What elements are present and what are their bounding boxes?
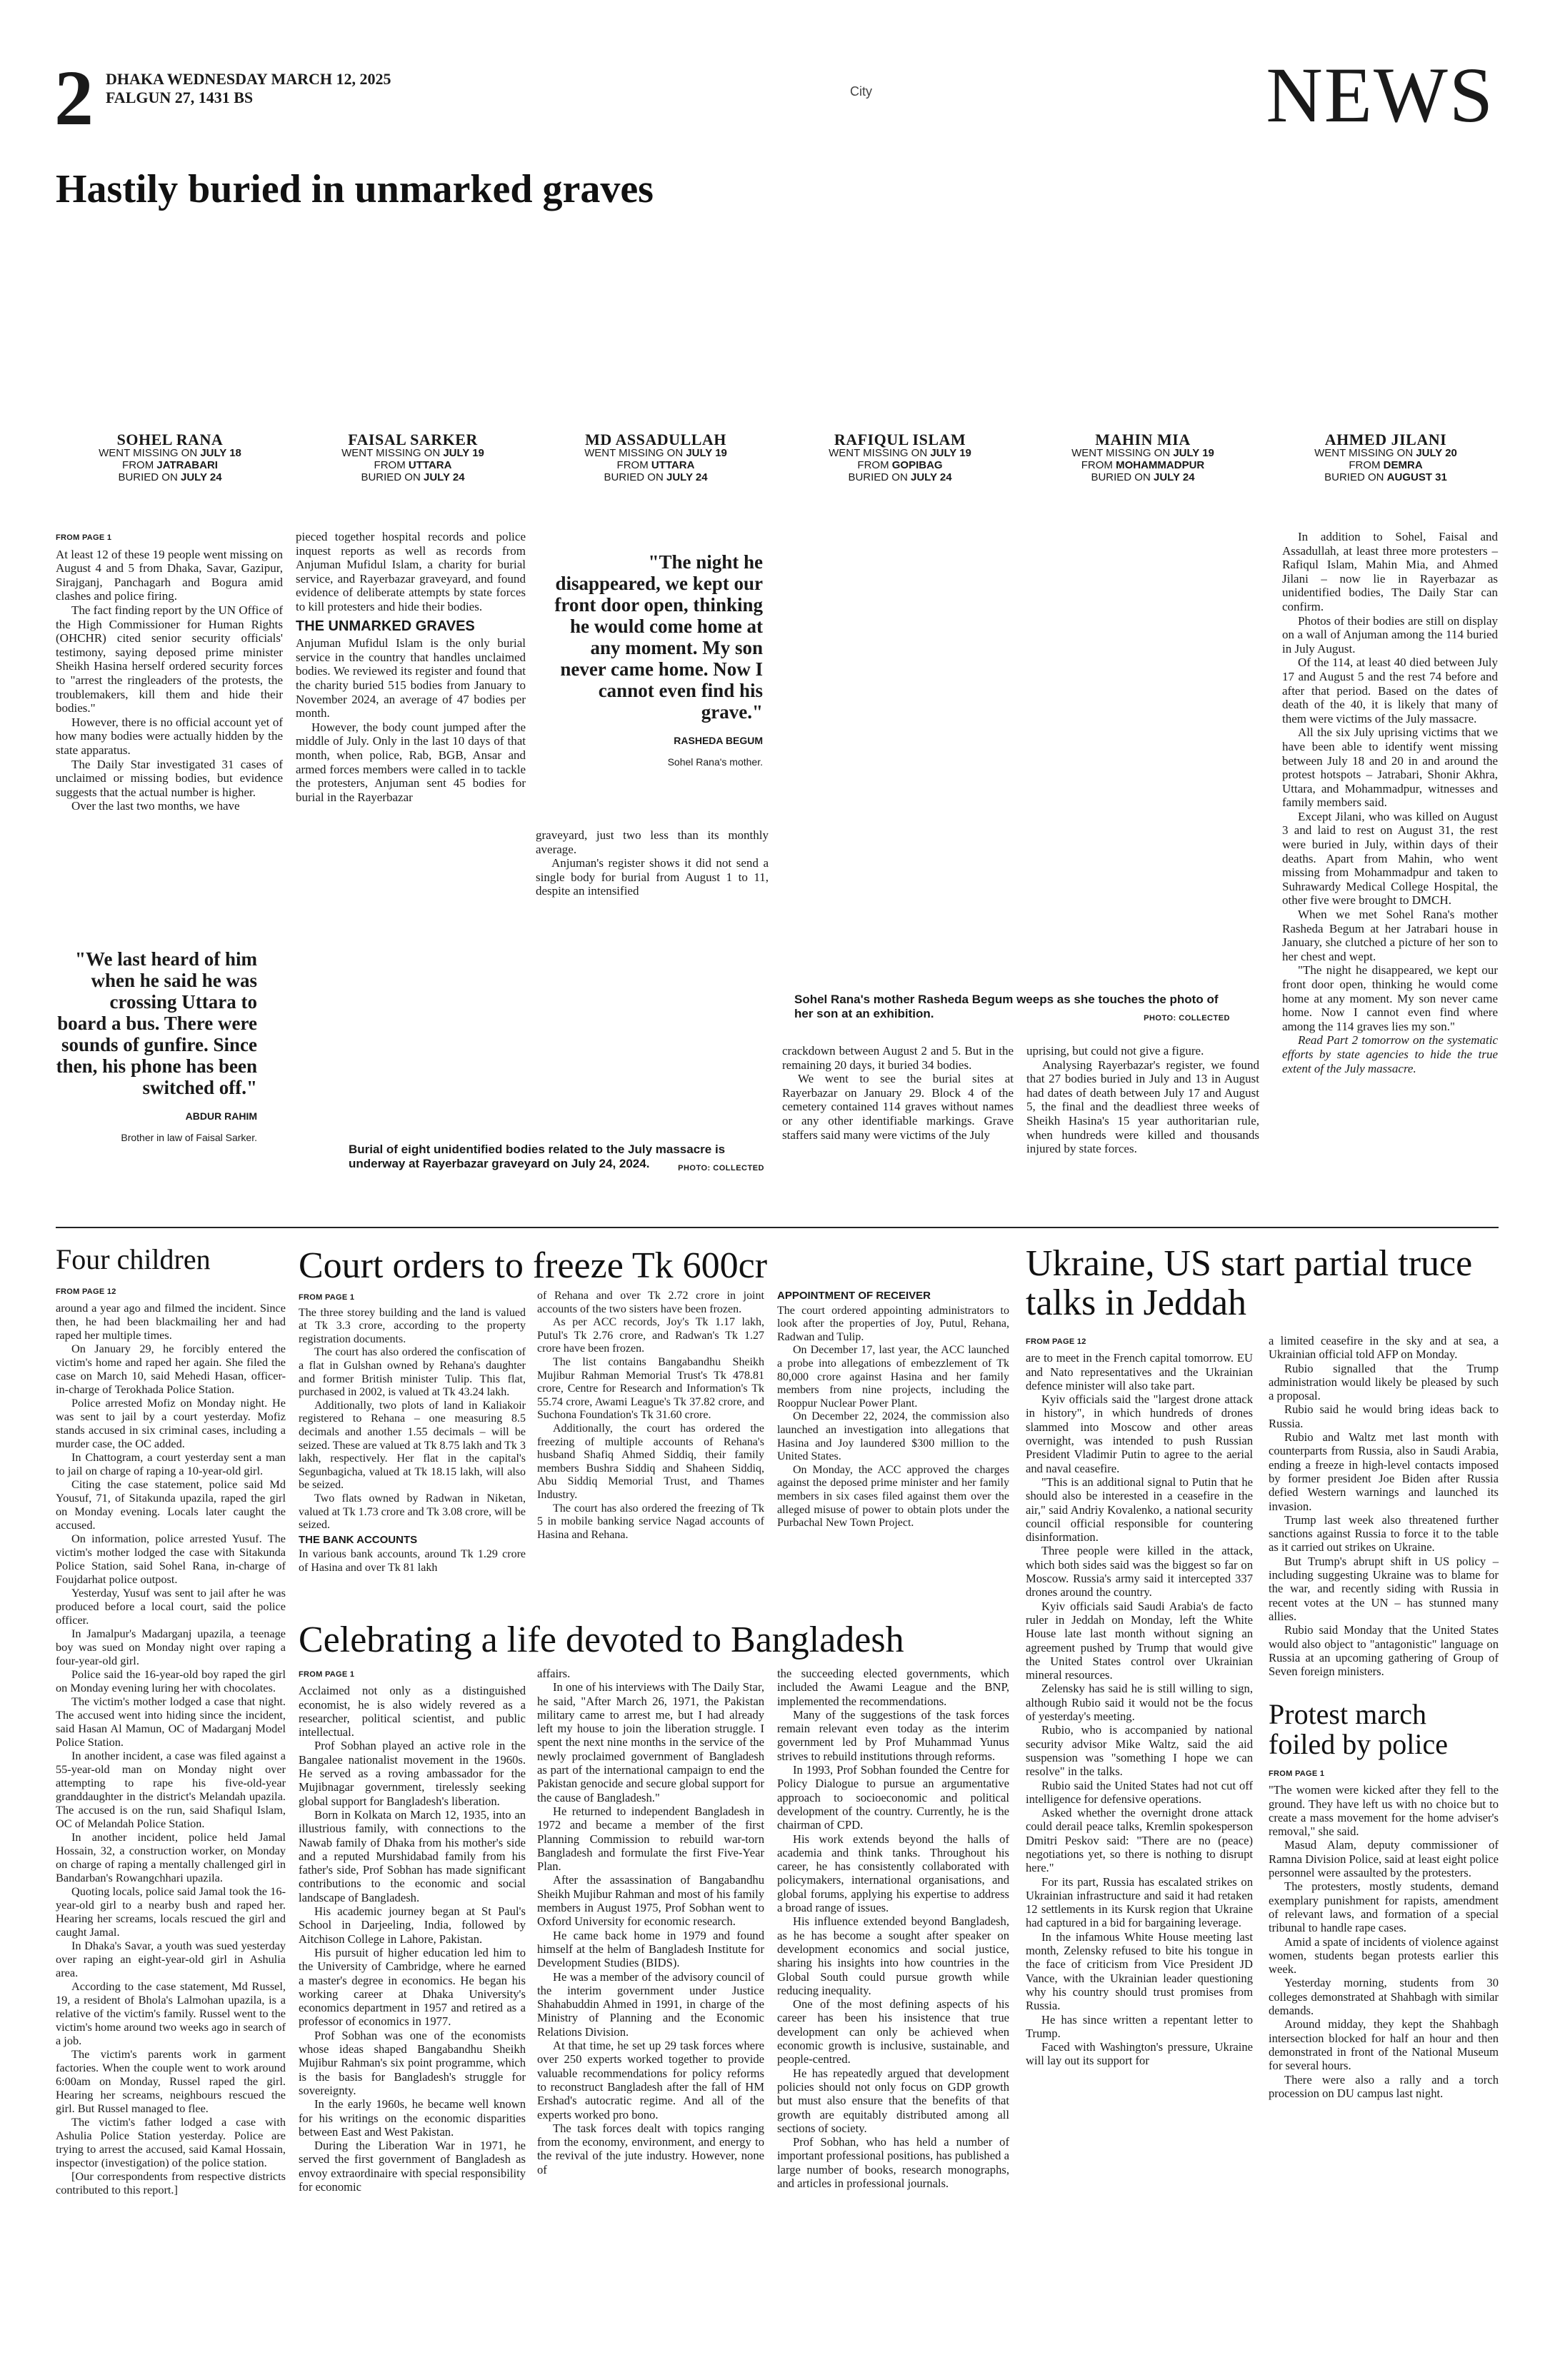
quote2-relation: Brother in law of Faisal Sarker. xyxy=(121,1132,257,1143)
paragraph: Three people were killed in the attack, which both sides said was the biggest so far on Moscow. Russia's army said it intercepted 337 drones around the country. xyxy=(1026,1544,1253,1600)
victim-from: FROM GOPIBAG xyxy=(857,459,943,471)
victim-buried: BURIED ON JULY 24 xyxy=(1091,471,1195,483)
paragraph: We went to see the burial sites at Rayerbazar on January 29. Block 4 of the cemetery contained 114 graves without names or any other identifiable markings. Grave staffers said many were victims of the July xyxy=(782,1072,1014,1142)
paragraph: a limited ceasefire in the sky and at sea, a Ukrainian official told AFP on Monday. xyxy=(1269,1334,1499,1362)
victim-from: FROM MOHAMMADPUR xyxy=(1081,459,1205,471)
bengali-date: FALGUN 27, 1431 BS xyxy=(106,89,254,106)
protest-headline: Protest march foiled by police xyxy=(1269,1698,1449,1760)
paragraph: Masud Alam, deputy commissioner of Ramna Division Police, said at least eight police personnel were assaulted by the protesters. xyxy=(1269,1838,1499,1880)
paragraph: "This is an additional signal to Putin that he should also be interested in a ceasefire in the air," said Andriy Kovalenko, a national security council official responsible for countering disinformation. xyxy=(1026,1475,1253,1545)
paragraph: Police arrested Mofiz on Monday night. He was sent to jail by a court yesterday. Mofiz stands accused in six criminal cases, including a murder case, the OC added. xyxy=(56,1396,286,1450)
victim-card xyxy=(56,433,284,483)
paragraph: Around midday, they kept the Shahbagh intersection blocked for half an hour and then demonstrated in front of the National Museum for several hours. xyxy=(1269,2017,1499,2073)
victim-from: FROM UTTARA xyxy=(616,459,695,471)
paragraph: around a year ago and filmed the incident. Since then, he had been blackmailing her and had raped her multiple times. xyxy=(56,1301,286,1342)
victim-from: FROM DEMRA xyxy=(1349,459,1423,471)
paragraph: Rubio signalled that the Trump administration would likely be pleased by such a proposal. xyxy=(1269,1361,1499,1403)
paragraph: Faced with Washington's pressure, Ukraine will lay out its support for xyxy=(1026,2040,1253,2068)
paragraph: The victim's parents work in garment factories. When the couple went to work around 6:00am on Monday, Russel raped the girl. Hearing her screams, neighbours rescued the girl. But Russel managed to flee. xyxy=(56,2047,286,2115)
victim-card xyxy=(299,433,527,483)
paragraph: All the six July uprising victims that we have been able to identify went missing between July 18 and 20 in and around the protest hotspots – Jatrabari, Shonir Akhra, Uttara, and Mohammadpur, witnesses and family members said. xyxy=(1282,725,1498,810)
victim-from: FROM UTTARA xyxy=(374,459,452,471)
court-column-3 xyxy=(777,1290,1009,1611)
paragraph: After the assassination of Bangabandhu Sheikh Mujibur Rahman and most of his family members in August 1975, Prof Sobhan went to Oxford University for economic research. xyxy=(537,1873,764,1929)
four-children-headline: Four children xyxy=(56,1243,211,1275)
paragraph: Anjuman's register shows it did not send a single body for burial from August 1 to 11, despite an intensified xyxy=(536,856,769,898)
burial-photo xyxy=(346,928,767,1143)
paragraph: Asked whether the overnight drone attack could derail peace talks, Kremlin spokesperson Dmitri Peskov said: "There are no (peace) negotiations yet, so there is nothing to disrupt here." xyxy=(1026,1806,1253,1875)
paragraph: His influence extended beyond Bangladesh, as he has become a sought after speaker on development economics and social justice, sharing his insights into how countries in the Global South could pursue growth while reducing inequality. xyxy=(777,1914,1009,1997)
page-number: 2 xyxy=(54,54,94,141)
paragraph: Quoting locals, police said Jamal took the 16-year-old girl to a nearby bush and raped her. Hearing her screams, locals rescued the girl and caught Jamal. xyxy=(56,1884,286,1939)
paragraph: Photos of their bodies are still on display on a wall of Anjuman among the 114 buried in July August. xyxy=(1282,613,1498,656)
paragraph: On January 29, he forcibly entered the victim's home and raped her again. She filed the case on March 10, said Mehedi Hasan, officer-in-charge of Terokhada Police Station. xyxy=(56,1342,286,1396)
victim-card xyxy=(541,433,770,483)
paragraph: The victim's father lodged a case with Ashulia Police Station yesterday. Police are trying to arrest the accused, said Kamal Hossain, inspector (investigation) of the police station. xyxy=(56,2115,286,2169)
court-headline: Court orders to freeze Tk 600cr xyxy=(299,1245,768,1286)
paragraph: Trump last week also threatened further sanctions against Russia to force it to the table as it carried out strikes on Ukraine. xyxy=(1269,1512,1499,1555)
lead-kicker: FROM PAGE 1 xyxy=(56,533,112,542)
ukraine-column-2 xyxy=(1269,1334,1499,1679)
paragraph: Rubio and Waltz met last month with counterparts from Russia, also in Saudi Arabia, ending a freeze in high-level contacts imposed by former president Joe Biden after Russia defied Western warnings and launched its invasion. xyxy=(1269,1430,1499,1513)
caption2-text: Sohel Rana's mother Rasheda Begum weeps as she touches the photo of her son at an exhibition. xyxy=(794,993,1219,1020)
paragraph: On Monday, the ACC approved the charges against the deposed prime minister and her family members in six cases filed against them over the alleged misuse of power to obtain plots under the Purbachal New Town Project. xyxy=(777,1463,1009,1530)
paragraph: According to the case statement, Md Russel, 19, a resident of Bhola's Lalmohan upazila, is a relative of the victim's family. Russel went to the victim's home around two weeks ago in search of a job. xyxy=(56,1979,286,2047)
celebrating-column-1 xyxy=(299,1667,526,2359)
quote1-source: RASHEDA BEGUM xyxy=(674,735,763,746)
paragraph: Yesterday morning, students from 30 colleges demonstrated at Shahbagh with similar demands. xyxy=(1269,1976,1499,2018)
protest-body xyxy=(1269,1766,1499,2359)
victim-buried: BURIED ON AUGUST 31 xyxy=(1324,471,1447,483)
paragraph: But Trump's abrupt shift in US policy – including suggesting Ukraine was to blame for the war, and recently siding with Russia in recent votes at the UN – has stunned many allies. xyxy=(1269,1554,1499,1623)
paragraph: Rubio said Monday that the United States would also object to "antagonistic" language on Russia at an upcoming gathering of Group of Seven foreign ministers. xyxy=(1269,1623,1499,1679)
lead-column-1 xyxy=(56,530,283,919)
paragraph: In Jamalpur's Madarganj upazila, a teenage boy was sued on Monday night over raping a four-year-old girl. xyxy=(56,1627,286,1667)
paragraph: Police said the 16-year-old boy raped the girl on Monday evening luring her with chocolates. xyxy=(56,1667,286,1694)
paragraph: The Daily Star investigated 31 cases of unclaimed or missing bodies, but evidence suggests that the actual number is higher. xyxy=(56,757,283,799)
paragraph: He has repeatedly argued that development policies should not only focus on GDP growth but must also ensure that the benefits of that growth are equitably distributed among all sections of society. xyxy=(777,2066,1009,2135)
paragraph: For its part, Russia has escalated strikes on Ukrainian infrastructure and said it had retaken 12 settlements in its Kursk region that Ukraine had captured in a bid for bargaining leverage. xyxy=(1026,1874,1253,1930)
paragraph: Prof Sobhan was one of the economists whose ideas shaped Bangabandhu Sheikh Mujibur Rahman's six point programme, which is the basis for Bangladesh's struggle for sovereignty. xyxy=(299,2028,526,2097)
four-children-body xyxy=(56,1284,286,2355)
celebrating-kicker: FROM PAGE 1 xyxy=(299,1670,355,1679)
paragraph: In the infamous White House meeting last month, Zelensky refused to bite his tongue in the face of criticism from Vice President JD Vance, with the Ukrainian leader questioning why his country should trust promises from Russia. xyxy=(1026,1929,1253,2013)
paragraph: pieced together hospital records and police inquest reports as well as records from Anjuman Mufidul Islam, a charity for burial service, and Rayerbazar graveyard, and found evidence of deliberate attempts by state forces to kill protesters and hide their bodies. xyxy=(296,530,526,613)
victim-name: SOHEL RANA xyxy=(116,431,224,448)
paragraph: In one of his interviews with The Daily Star, he said, "After March 26, 1971, the Pakistan military came to arrest me, but I had already left my house to join the liberation struggle. I spent the next nine months in the service of the newly proclaimed government of Bangladesh as part of the international campaign to end the Pakistan genocide and secure global support for the cause of Bangladesh." xyxy=(537,1680,764,1804)
protest-kicker: FROM PAGE 1 xyxy=(1269,1769,1325,1778)
photo-caption-burial xyxy=(349,1143,764,1175)
victim-name: FAISAL SARKER xyxy=(348,431,478,448)
paragraph: On December 17, last year, the ACC launched a probe into allegations of embezzlement of Tk 80,000 crore against Hasina and her family members from nine projects, including the Rooppur Nuclear Power Plant. xyxy=(777,1344,1009,1410)
paragraph: In the early 1960s, he became well known for his writings on the economic disparities between East and West Pakistan. xyxy=(299,2097,526,2139)
paragraph: Kyiv officials said the "largest drone attack in history", in which hundreds of drones slammed into Moscow and other areas overnight, was intended to push Russian President Vladimir Putin to agree to the aerial and naval ceasefire. xyxy=(1026,1392,1253,1475)
photo-caption-mother xyxy=(794,993,1230,1025)
paragraph: On December 22, 2024, the commission also launched an investigation into allegations that Hasina and Joy laundered $300 million to the United States. xyxy=(777,1410,1009,1463)
paragraph: The victim's mother lodged a case that night. The accused went into hiding since the incident, said Hasan Al Mamun, OC of Madarganj Model Police Station. xyxy=(56,1694,286,1749)
paragraph: uprising, but could not give a figure. xyxy=(1026,1044,1204,1058)
paragraph: the succeeding elected governments, which included the Awami League and the BNP, implemented the recommendations. xyxy=(777,1667,1009,1708)
lead-column-2 xyxy=(296,530,526,907)
paragraph: Yesterday, Yusuf was sent to jail after he was produced before a local court, said the police officer. xyxy=(56,1586,286,1627)
paragraph: The fact finding report by the UN Office of the High Commissioner for Human Rights (OHCHR) cited senior security officials' testimony, saying deposed prime minister Sheikh Hasina herself ordered security forces to "arrest the ringleaders of the protests, the troublemakers, kill them and hide their bodies." xyxy=(56,603,283,715)
paragraph: crackdown between August 2 and 5. But in the remaining 20 days, it buried 34 bodies. xyxy=(782,1044,1014,1072)
victim-buried: BURIED ON JULY 24 xyxy=(118,471,222,483)
paragraph: "The women were kicked after they fell to the ground. They have left us with no choice but to create a mass movement for the home adviser's removal," she said. xyxy=(1269,1783,1499,1839)
paragraph: of Rehana and over Tk 2.72 crore in joint accounts of the two sisters have been frozen. xyxy=(537,1290,764,1315)
victim-card xyxy=(1029,433,1257,483)
victim-missing: WENT MISSING ON JULY 19 xyxy=(584,447,727,459)
section-divider xyxy=(56,1227,1499,1228)
victim-from: FROM JATRABARI xyxy=(122,459,218,471)
lead-column-6 xyxy=(1282,530,1498,1212)
paragraph: Except Jilani, who was killed on August 3 and laid to rest on August 31, the rest were buried in July, within days of their deaths. Apart from Mahin, who went missing from Mohammadpur and taken to Suhrawardy Medical College Hospital, the other five were brought to DMCH. xyxy=(1282,809,1498,908)
paragraph: Rubio said he would bring ideas back to Russia. xyxy=(1269,1402,1499,1430)
ukraine-kicker: FROM PAGE 12 xyxy=(1026,1337,1086,1346)
court-column-1 xyxy=(299,1290,526,1611)
paragraph: Additionally, two plots of land in Kaliakoir registered to Rehana – one measuring 8.5 decimals and another 1.55 decimals – will be seized. These are valued at Tk 8.75 lakh and Tk 3 lakh, respectively. Her flat in the capital's Segunbagicha, valued at Tk 18.15 lakh, will also be seized. xyxy=(299,1399,526,1492)
four-children-kicker: FROM PAGE 12 xyxy=(56,1287,116,1296)
victim-missing: WENT MISSING ON JULY 19 xyxy=(829,447,971,459)
paragraph: He was a member of the advisory council of the interim government under Justice Shahabuddin Ahmed in 1991, in charge of the Ministry of Planning and the Economic Relations Division. xyxy=(537,1969,764,2039)
paragraph: Rubio, who is accompanied by national security advisor Mike Waltz, said the aid suspension was "something I hope we can resolve" in the talks. xyxy=(1026,1723,1253,1779)
paragraph: When we met Sohel Rana's mother Rasheda Begum at her Jatrabari house in January, she clutched a picture of her son to her chest and wept. xyxy=(1282,908,1498,963)
paragraph: Prof Sobhan played an active role in the Bangalee nationalist movement in the 1960s. He served as a roving ambassador for the Mujibnagar government, tirelessly seeking global support for Bangladesh's liberation. xyxy=(299,1739,526,1808)
pull-quote-abdur-rahim xyxy=(56,948,257,1148)
paragraph: The court has also ordered the freezing of Tk 5 in mobile banking service Nagad accounts of Hasina and Rehana. xyxy=(537,1502,764,1541)
court-column-2 xyxy=(537,1290,764,1611)
victim-buried: BURIED ON JULY 24 xyxy=(361,471,465,483)
paragraph: The list contains Bangabandhu Sheikh Mujibur Rahman Memorial Trust's Tk 478.81 crore, Centre for Research and Information's Tk 55.74 crore, Awami League's Tk 37.82 crore, and Suchona Foundation's Tk 31.60 crore. xyxy=(537,1355,764,1422)
section-title: NEWS xyxy=(1266,51,1494,139)
paragraph: In Chattogram, a court yesterday sent a man to jail on charge of raping a 10-year-old girl. xyxy=(56,1450,286,1477)
victim-buried: BURIED ON JULY 24 xyxy=(604,471,708,483)
celebrating-column-3 xyxy=(777,1667,1009,2359)
section-label: City xyxy=(850,84,872,99)
paragraph: On information, police arrested Yusuf. The victim's mother lodged the case with Sitakunda Police Station, said Sohel Rana, in-charge of Foujdarhat police outpost. xyxy=(56,1532,286,1586)
court-kicker: FROM PAGE 1 xyxy=(299,1293,355,1302)
victim-card xyxy=(786,433,1014,483)
paragraph: In another incident, police held Jamal Hossain, 32, a construction worker, on Monday on charge of raping a mentally challenged girl in Bandarban's Rowangchhari upazila. xyxy=(56,1830,286,1884)
paragraph: The court ordered appointing administrators to look after the properties of Joy, Putul, Rehana, Radwan and Tulip. xyxy=(777,1304,1009,1343)
paragraph: Of the 114, at least 40 died between July 17 and August 5 and the rest 74 before and after that period. Based on the dates of death of the 40, it is likely that many of them were victims of the July massacre. xyxy=(1282,656,1498,725)
paragraph: As per ACC records, Joy's Tk 1.17 lakh, Putul's Tk 2.76 crore, and Radwan's Tk 1.27 crore have been frozen. xyxy=(537,1316,764,1355)
paragraph: Two flats owned by Radwan in Niketan, valued at Tk 1.73 crore and Tk 3.08 crore, will be seized. xyxy=(299,1492,526,1532)
paragraph: His pursuit of higher education led him to the University of Cambridge, where he earned a master's degree in economics. He began his working career at Dhaka University's economics department in 1957 and retired as a professor of economics in 1977. xyxy=(299,1945,526,2029)
paragraph: Acclaimed not only as a distinguished economist, he is also widely revered as a researcher, political scientist, and public intellectual. xyxy=(299,1684,526,1739)
photo-credit: PHOTO: COLLECTED xyxy=(678,1164,764,1173)
lead-column-4 xyxy=(782,1044,1014,1210)
pull-quote-rasheda-begum xyxy=(541,551,763,773)
paragraph: Born in Kolkata on March 12, 1935, into an illustrious family, with connections to the Nawab family of Dhaka from his mother's side and a reputed Murshidabad family from his father's side, Prof Sobhan has made significant contributions to the economic and social landscape of Bangladesh. xyxy=(299,1807,526,1904)
quote2-text: "We last heard of him when he said he was crossing Uttara to board a bus. There were sounds of gunfire. Since then, his phone has been switched off." xyxy=(56,948,257,1098)
paragraph: Amid a spate of incidents of violence against women, students began protests earlier this week. xyxy=(1269,1934,1499,1977)
paragraph: During the Liberation War in 1971, he served the first government of Bangladesh as envoy extraordinaire with special responsibility for economic xyxy=(299,2139,526,2194)
paragraph: Citing the case statement, police said Md Yousuf, 71, of Sitakunda upazila, raped the girl on Monday evening. Locals later caught the accused. xyxy=(56,1477,286,1532)
quote1-relation: Sohel Rana's mother. xyxy=(667,756,763,768)
paragraph: He returned to independent Bangladesh in 1972 and became a member of the first Planning Commission to rebuild war-torn Bangladesh and formulate the first Five-Year Plan. xyxy=(537,1804,764,1874)
bank-accounts-subhead: THE BANK ACCOUNTS xyxy=(299,1533,418,1546)
victim-missing: WENT MISSING ON JULY 19 xyxy=(341,447,484,459)
victim-missing: WENT MISSING ON JULY 19 xyxy=(1071,447,1214,459)
paragraph: In Dhaka's Savar, a youth was sued yesterday over raping an eight-year-old girl in Ashulia area. xyxy=(56,1939,286,1979)
victim-name: MD ASSADULLAH xyxy=(585,431,726,448)
paragraph: At that time, he set up 29 task forces where over 250 experts worked together to provide valuable recommendations for policy reforms to reconstruct Bangladesh after the fall of HM Ershad's autocratic regime. And all of the experts worked pro bono. xyxy=(537,2039,764,2122)
victim-card xyxy=(1271,433,1500,483)
lead-headline: Hastily buried in unmarked graves xyxy=(56,167,654,211)
paragraph: Many of the suggestions of the task forces remain relevant even today as the interim government led by Prof Muhammad Yunus strives to rebuild institutions through reforms. xyxy=(777,1707,1009,1763)
caption1-text: Burial of eight unidentified bodies related to the July massacre is underway at Rayerbazar graveyard on July 24, 2024. xyxy=(349,1143,726,1170)
mother-photo xyxy=(786,928,1229,1000)
paragraph: Over the last two months, we have xyxy=(71,799,240,813)
paragraph: He came back home in 1979 and found himself at the helm of Bangladesh Institute for Development Studies (BIDS). xyxy=(537,1928,764,1970)
victim-missing: WENT MISSING ON JULY 18 xyxy=(99,447,241,459)
victim-name: MAHIN MIA xyxy=(1095,431,1191,448)
paragraph: He has since written a repentant letter to Trump. xyxy=(1026,2012,1253,2040)
paragraph: The protesters, mostly students, demand exemplary punishment for rapists, amendment of relevant laws, and formation of a special tribunal to handle rape cases. xyxy=(1269,1879,1499,1935)
celebrating-headline: Celebrating a life devoted to Bangladesh xyxy=(299,1620,904,1660)
paragraph: affairs. xyxy=(537,1667,571,1680)
paragraph: In another incident, a case was filed against a 55-year-old man on Monday night over attempting to rape his five-old-year granddaughter in the district's Melandah upazila. The accused is on the run, said Shafiqul Islam, OC of Melandah Police Station. xyxy=(56,1749,286,1830)
quote1-text: "The night he disappeared, we kept our front door open, thinking he would come home at any moment. My son never came home. Now I cannot even find his grave." xyxy=(554,551,763,723)
paragraph: Additionally, the court has ordered the freezing of multiple accounts of Rehana's husband Shafiq Ahmed Siddiq, their family members Bushra Siddiq and Shaheen Siddiq, Abu Siddiq Memorial Trust, and Thames Industry. xyxy=(537,1422,764,1501)
quote2-source: ABDUR RAHIM xyxy=(185,1110,257,1122)
paragraph: However, the body count jumped after the middle of July. Only in the last 10 days of that month, when police, Rab, BGB, Ansar and armed forces members were called in to tackle the protesters, Anjuman sent 45 bodies for burial in the Rayerbazar xyxy=(296,720,526,804)
paragraph: "The night he disappeared, we kept our front door open, thinking he would come home at any moment. My son never came home. Now I cannot even find where among the 114 graves lies my son." xyxy=(1282,963,1498,1033)
victim-name: RAFIQUL ISLAM xyxy=(834,431,966,448)
paragraph: The three storey building and the land is valued at Tk 3.3 crore, according to the property registration documents. xyxy=(299,1306,526,1345)
paragraph: There were also a rally and a torch procession on DU campus last night. xyxy=(1269,2072,1499,2100)
paragraph: At least 12 of these 19 people went missing on August 4 and 5 from Dhaka, Savar, Gazipur, Sirajganj, Panchagarh and Bogura amid clashes and police firing. xyxy=(56,547,283,603)
victim-missing: WENT MISSING ON JULY 20 xyxy=(1314,447,1457,459)
photo-credit: PHOTO: COLLECTED xyxy=(1144,1014,1230,1023)
paragraph: Kyiv officials said Saudi Arabia's de facto ruler in Jeddah on Monday, left the White House late last month without signing an agreement pushed by Trump that would give the United States control over Ukrainian mineral resources. xyxy=(1026,1599,1253,1682)
paragraph: One of the most defining aspects of his career has been his insistence that true development can only be achieved when economic growth is inclusive, sustainable, and people-centred. xyxy=(777,1997,1009,2067)
paragraph: The court has also ordered the confiscation of a flat in Gulshan owned by Rehana's daughter and former British minister Tulip. This flat, purchased in 2002, is valued at Tk 43.24 lakh. xyxy=(299,1346,526,1399)
paragraph: Anjuman Mufidul Islam is the only burial service in the country that handles unclaimed bodies. We reviewed its register and found that the charity buried 515 bodies from January to November 2024, an average of 47 bodies per month. xyxy=(296,636,526,720)
paragraph: The task forces dealt with topics ranging from the economy, environment, and energy to the revival of the jute industry. However, none of xyxy=(537,2121,764,2176)
celebrating-column-2 xyxy=(537,1667,764,2359)
paragraph: In various bank accounts, around Tk 1.29 crore of Hasina and over Tk 81 lakh xyxy=(299,1548,526,1574)
unmarked-graves-subhead: THE UNMARKED GRAVES xyxy=(296,618,475,634)
paragraph: In addition to Sohel, Faisal and Assadullah, at least three more protesters – Rafiqul Islam, Mahin Mia, and Ahmed Jilani – now lie in Rayerbazar as unidentified bodies, The Daily Star can confirm. xyxy=(1282,530,1498,613)
lead-column-3 xyxy=(536,828,769,918)
lead-column-5 xyxy=(1026,1044,1259,1210)
paragraph: Rubio said the United States had not cut off intelligence for defensive operations. xyxy=(1026,1778,1253,1806)
paragraph: However, there is no official account yet of how many bodies were actually hidden by the state apparatus. xyxy=(56,715,283,757)
paragraph: In 1993, Prof Sobhan founded the Centre for Policy Dialogue to pursue an argumentative approach to socioeconomic and political development of the country. Currently, he is the chairman of CPD. xyxy=(777,1763,1009,1832)
paragraph: [Our correspondents from respective districts contributed to this report.] xyxy=(56,2169,286,2196)
paragraph: graveyard, just two less than its monthly average. xyxy=(536,828,769,856)
read-more: Read Part 2 tomorrow on the systematic efforts by state agencies to hide the true extent of the July massacre. xyxy=(1282,1033,1498,1075)
ukraine-column-1 xyxy=(1026,1334,1253,2359)
paragraph: His work extends beyond the halls of academia and think tanks. Throughout his career, he has consistently collaborated with policymakers, international organisations, and global forums, applying his expertise to address a broad range of issues. xyxy=(777,1832,1009,1915)
paragraph: Analysing Rayerbazar's register, we found that 27 bodies buried in July and 13 in August had dates of death between July 17 and August 5, the final and the deadliest three weeks of Sheikh Hasina's 15 year authoritarian rule, when hundreds were killed and thousands injured by state forces. xyxy=(1026,1058,1259,1156)
date-line: DHAKA WEDNESDAY MARCH 12, 2025 xyxy=(106,70,391,88)
paragraph: are to meet in the French capital tomorrow. EU and Nato representatives and the Ukrainian defence minister will also take part. xyxy=(1026,1351,1253,1392)
paragraph: His academic journey began at St Paul's School in Darjeeling, India, followed by Aitchison College in Lahore, Pakistan. xyxy=(299,1904,526,1946)
receiver-subhead: APPOINTMENT OF RECEIVER xyxy=(777,1290,931,1302)
ukraine-headline: Ukraine, US start partial truce talks in Jeddah xyxy=(1026,1243,1473,1323)
victim-buried: BURIED ON JULY 24 xyxy=(848,471,952,483)
paragraph: Prof Sobhan, who has held a number of important professional positions, has published a large number of books, research monographs, and articles in professional journals. xyxy=(777,2135,1009,2190)
paragraph: Zelensky has said he is still willing to sign, although Rubio said it would not be the focus of yesterday's meeting. xyxy=(1026,1682,1253,1724)
victim-name: AHMED JILANI xyxy=(1324,431,1447,448)
